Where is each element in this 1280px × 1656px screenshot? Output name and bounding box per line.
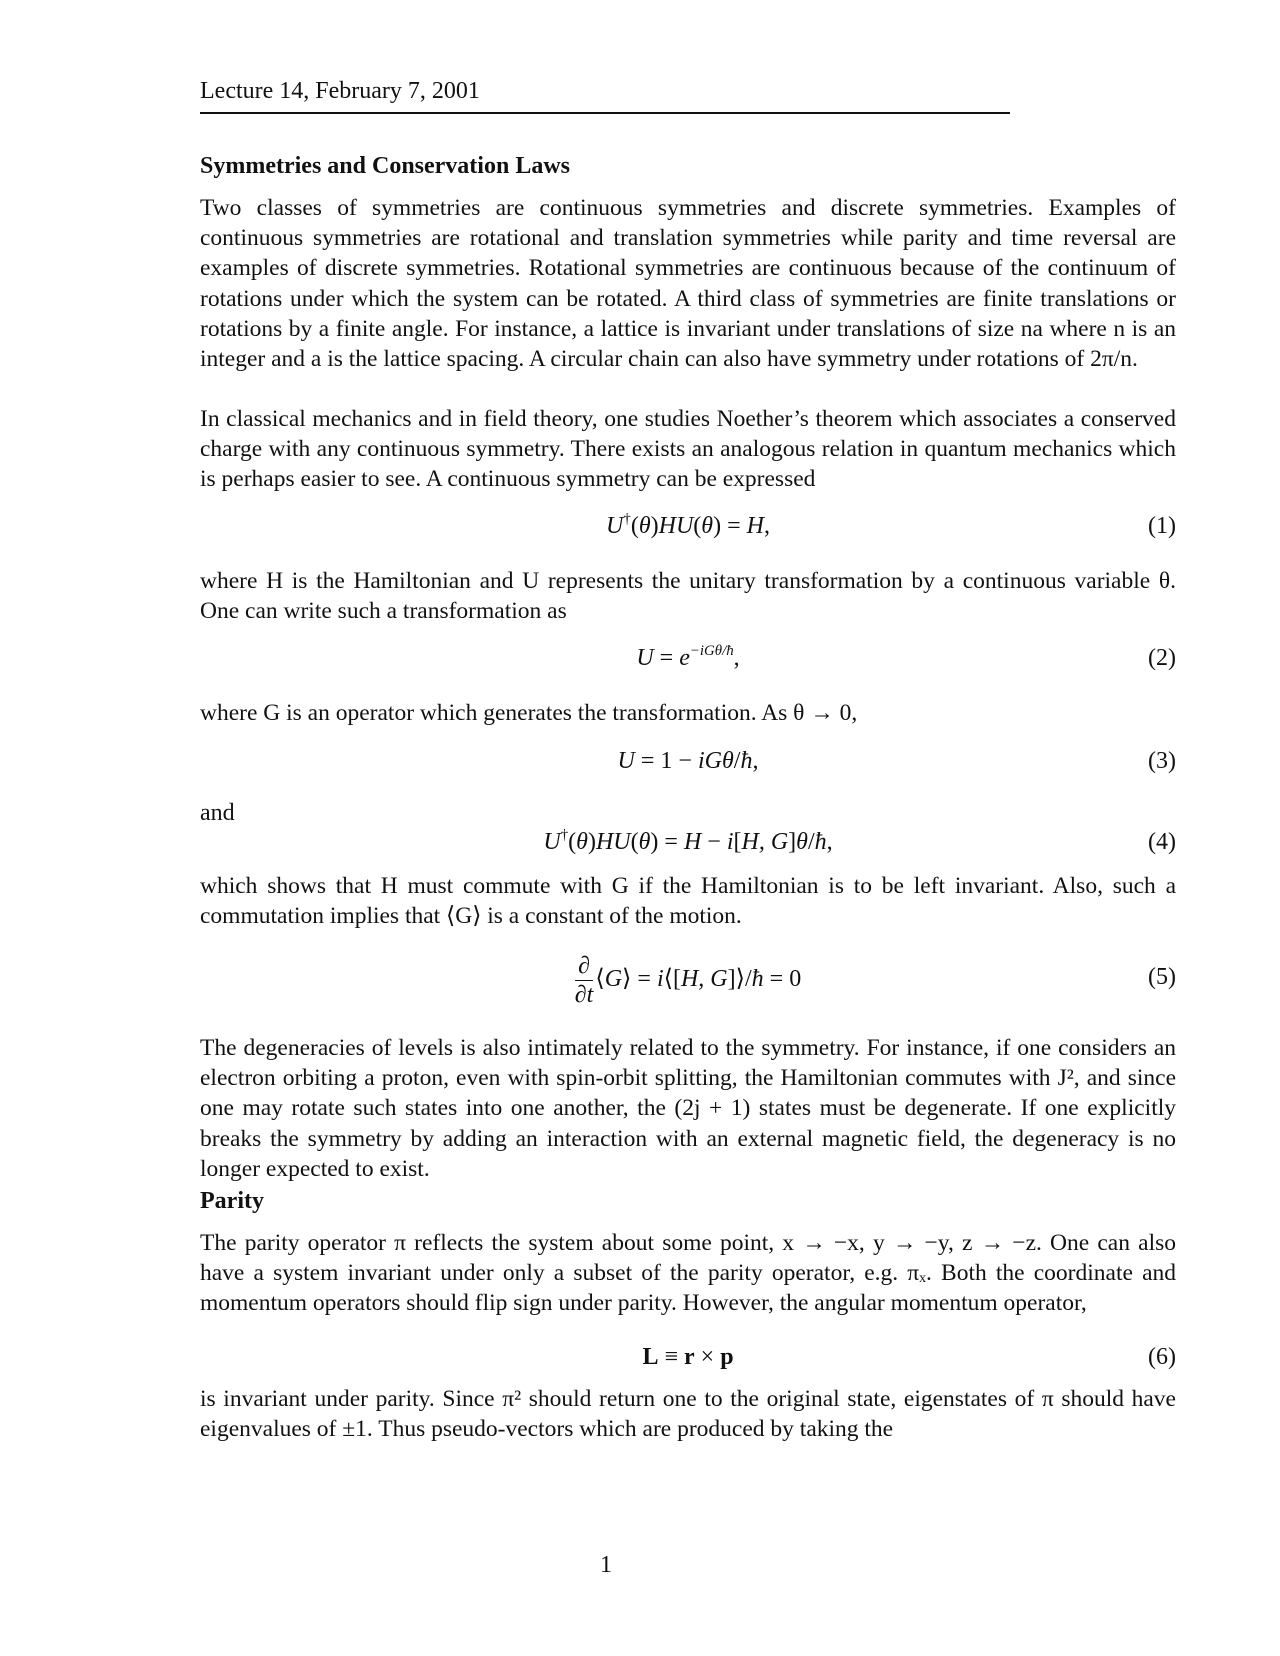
partial-derivative: $\frac{\partial}{\partial t}$	[574, 953, 594, 1008]
paragraph-commute: which shows that H must commute with G if the Hamiltonian is to be left invariant. Also, such a commutation implies that ⟨G⟩ is a constant of the motion.	[200, 873, 1176, 930]
paragraph-hamiltonian: where H is the Hamiltonian and U represents the unitary transformation by a continuous variable θ. One can write such a transformation as	[200, 568, 1176, 625]
equation-5	[200, 952, 1176, 1018]
paragraph-noether: In classical mechanics and in field theory, one studies Noether’s theorem which associates a conserved charge with any continuous symmetry. There exists an analogous relation in quantum mechanics which is perhaps easier to see. A continuous symmetry can be expressed	[200, 406, 1176, 493]
equation-2-number: (2)	[1148, 645, 1176, 671]
equation-5-body: $\frac{\partial}{\partial t}$ ⟨G⟩ = i⟨[H, G]⟩/ħ = 0	[574, 953, 802, 1008]
paragraph-symmetry-classes: Two classes of symmetries are continuous symmetries and discrete symmetries. Examples of continuous symmetries are rotational and translation symmetries while parity and time reversal are examples of discrete symmetries. Rotational symmetries are continuous because of the continuum of rotations under which the system can be rotated. A third class of symmetries are finite translations or rotations by a finite angle. For instance, a lattice is invariant under translations of size na where n is an integer and a is the lattice spacing. A circular chain can also have symmetry under rotations of 2π/n.	[200, 195, 1176, 373]
paragraph-parity-operator: The parity operator π reflects the system about some point, x → −x, y → −y, z → −z. One can also have a system invariant under only a subset of the parity operator, e.g. πₓ. Both the coordinate and momentum operators should flip sign under parity. However, the angular momentum operator,	[200, 1230, 1176, 1317]
equation-2	[200, 642, 1176, 679]
equation-1-number: (1)	[1148, 513, 1176, 539]
equation-4-body: U†(θ)HU(θ) = H − i[H, G]θ/ħ,	[543, 826, 833, 855]
equation-4-number: (4)	[1148, 829, 1176, 855]
equation-1	[200, 510, 1176, 547]
equation-6	[200, 1344, 1176, 1378]
paragraph-generator: where G is an operator which generates the transformation. As θ → 0,	[200, 700, 858, 726]
equation-6-number: (6)	[1148, 1344, 1176, 1370]
section-title-symmetries: Symmetries and Conservation Laws	[200, 153, 570, 179]
equation-3	[200, 748, 1176, 782]
header-text: Lecture 14, February 7, 2001	[200, 78, 480, 104]
equation-3-number: (3)	[1148, 748, 1176, 774]
equation-1-body: U†(θ)HU(θ) = H,	[606, 510, 770, 539]
equation-4	[200, 826, 1176, 863]
word-and: and	[200, 800, 235, 826]
paragraph-degeneracies: The degeneracies of levels is also intimately related to the symmetry. For instance, if one considers an electron orbiting a proton, even with spin-orbit splitting, the Hamiltonian commutes with J², and since one may rotate such states into one another, the (2j + 1) states must be degenerate. If one explicitly breaks the symmetry by adding an interaction with an external magnetic field, the degeneracy is no longer expected to exist.	[200, 1035, 1176, 1182]
equation-5-number: (5)	[1148, 964, 1176, 990]
equation-6-body: L ≡ r × p	[642, 1344, 734, 1370]
page-header	[200, 76, 1010, 114]
section-title-parity: Parity	[200, 1188, 264, 1214]
equation-3-body: U = 1 − iGθ/ħ,	[617, 748, 759, 774]
page-number: 1	[600, 1552, 612, 1578]
equation-2-body: $U = e^{-iG\theta/ħ}$,	[636, 642, 740, 671]
paragraph-invariant-parity: is invariant under parity. Since π² should return one to the original state, eigenstates of π should have eigenvalues of ±1. Thus pseudo-vectors which are produced by taking the	[200, 1386, 1176, 1443]
